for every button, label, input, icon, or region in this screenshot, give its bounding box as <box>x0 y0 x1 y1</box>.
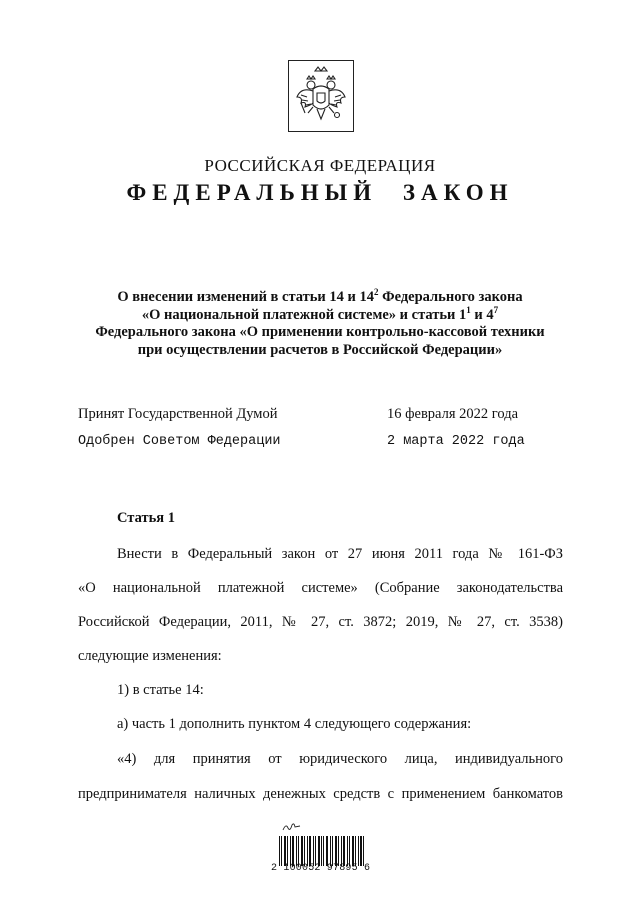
title-line-4: при осуществлении расчетов в Российской Федерации» <box>137 341 503 358</box>
law-title <box>70 289 570 359</box>
signature-mark-icon <box>282 822 302 832</box>
country-name: РОССИЙСКАЯ ФЕДЕРАЦИЯ <box>204 156 436 175</box>
article-text-line: «О национальной платежной системе» (Собрание законодательства <box>78 580 563 596</box>
article-text-line: следующие изменения: <box>78 648 222 664</box>
title-line-3: Федерального закона «О применении контрольно-кассовой техники <box>95 324 545 340</box>
council-label: Одобрен Советом Федерации <box>78 434 281 449</box>
duma-date: 16 февраля 2022 года <box>387 406 519 422</box>
article-text-line: 1) в статье 14: <box>117 682 204 698</box>
article-text-line: Внести в Федеральный закон от 27 июня 2011 года № 161-ФЗ <box>117 546 563 562</box>
article-text-line: предпринимателя наличных денежных средств с применением банкоматов <box>78 786 563 802</box>
article-text-line: Российской Федерации, 2011, № 27, ст. 3872; 2019, № 27, ст. 3538) <box>78 614 563 630</box>
article-text-line: а) часть 1 дополнить пунктом 4 следующего содержания: <box>117 716 472 732</box>
double-headed-eagle-icon <box>289 61 353 131</box>
coat-of-arms-emblem <box>288 60 354 132</box>
article-heading: Статья 1 <box>117 510 175 526</box>
barcode-number: 2 100052 97895 6 <box>271 863 371 874</box>
article-text-line: «4) для принятия от юридического лица, индивидуального <box>117 751 563 767</box>
duma-label: Принят Государственной Думой <box>78 406 278 422</box>
title-line-2: «О национальной платежной системе» и статьи $1^1$ и $4^7$ <box>141 304 499 323</box>
document-type-heading: ФЕДЕРАЛЬНЫЙ ЗАКОН <box>126 180 514 205</box>
barcode-image <box>279 836 365 866</box>
council-date: 2 марта 2022 года <box>387 434 525 449</box>
title-line-1: О внесении изменений в статьи 14 и $14^2$ Федерального закона <box>117 287 523 305</box>
